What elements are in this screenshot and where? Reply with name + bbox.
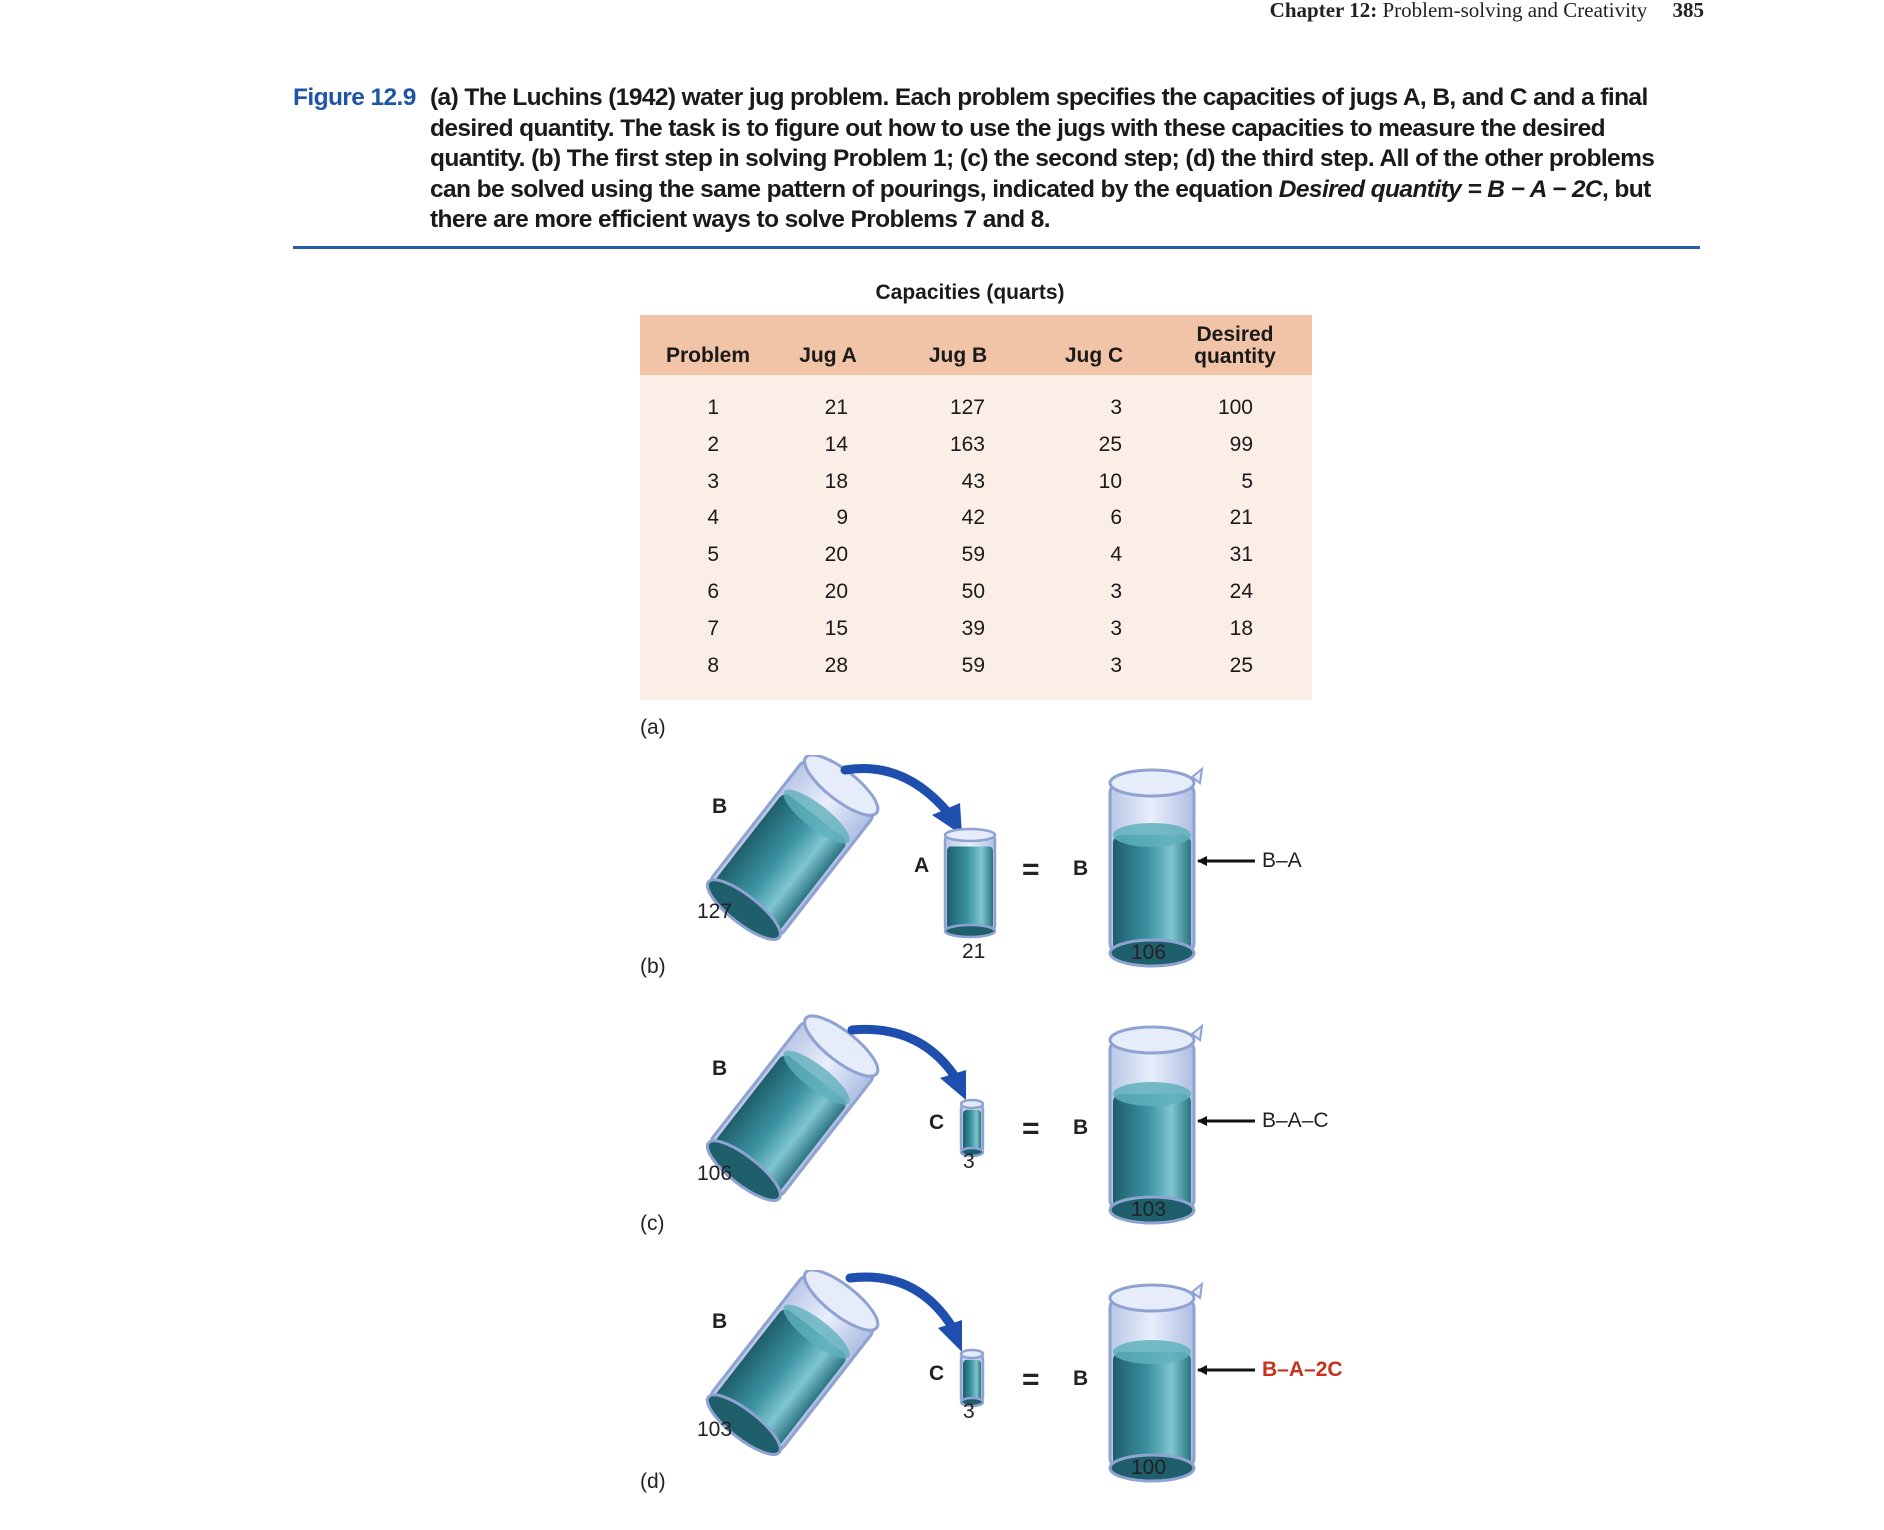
equals-sign: = [1022, 1363, 1040, 1396]
cell-desired: 5 [1241, 469, 1253, 493]
result-jug-b [1110, 769, 1202, 966]
cell-jug-a: 14 [824, 432, 848, 456]
cell-jug-a: 20 [824, 543, 848, 567]
small-jug-value: 21 [962, 940, 986, 963]
pour-jug-letter: B [712, 1310, 728, 1333]
small-jug-letter: C [929, 1111, 945, 1134]
table-header-row [640, 315, 1312, 375]
cell-jug-b: 127 [949, 396, 985, 419]
equals-sign: = [1022, 853, 1040, 886]
cell-problem: 1 [707, 396, 719, 419]
panel-label-a: (a) [640, 716, 666, 739]
cell-jug-a: 18 [824, 469, 848, 493]
cell-desired: 99 [1229, 432, 1253, 456]
panel-d-figure [0, 1270, 1884, 1530]
panel-c [0, 1012, 1884, 1252]
cell-problem: 4 [707, 506, 719, 530]
cell-jug-b: 163 [949, 432, 985, 456]
cell-jug-a: 9 [836, 506, 848, 530]
cell-jug-c: 3 [1110, 653, 1122, 677]
figure-label: Figure 12.9 [293, 84, 416, 111]
pour-arrow-head [938, 1320, 962, 1352]
result-jug-value: 100 [1131, 1456, 1167, 1479]
running-header [1270, 0, 1704, 23]
cell-jug-b: 59 [961, 543, 985, 567]
caption-body [430, 83, 1693, 236]
header-desired: Desired [1196, 323, 1274, 346]
panel-label: (d) [640, 1470, 666, 1493]
cell-desired: 100 [1217, 396, 1253, 419]
pour-jug-value: 103 [697, 1418, 733, 1441]
result-jug-letter: B [1073, 1367, 1089, 1390]
cell-jug-a: 15 [824, 616, 848, 640]
pour-jug-letter: B [712, 1057, 728, 1080]
small-jug-value: 3 [963, 1400, 975, 1423]
cell-jug-b: 43 [961, 469, 985, 493]
caption-text-1: (a) The Luchins (1942) water jug problem. Each problem specifies the capacities of jugs A, B, and C and a final desired quantity. The task is to figure out how to use the jugs with these capacities to measure the desired quantity. (b) The first step in solving Problem 1; (c) the second step; (d) the third step. All of the other problems can be solved using the same pattern of pourings, indicated by the equation [430, 84, 1655, 203]
panel-label: (b) [640, 955, 666, 978]
panel-b-figure [0, 755, 1884, 1015]
cell-problem: 2 [707, 432, 719, 456]
cell-desired: 25 [1229, 653, 1253, 677]
chapter-title: Problem-solving and Creativity [1382, 0, 1648, 22]
cell-jug-a: 21 [824, 396, 848, 419]
result-jug-letter: B [1073, 1116, 1089, 1139]
panel-c-figure [0, 1012, 1884, 1272]
panel-label: (c) [640, 1212, 665, 1235]
small-jug [961, 1350, 983, 1406]
cell-jug-b: 42 [961, 506, 985, 530]
caption-rule [293, 246, 1700, 249]
cell-problem: 8 [707, 653, 719, 677]
cell-jug-c: 3 [1110, 616, 1122, 640]
panel-b [0, 755, 1884, 995]
caption-text-2: , but there are more efficient ways to solve Problems 7 and 8. [430, 175, 1651, 233]
cell-problem: 5 [707, 543, 719, 567]
cell-jug-c: 3 [1110, 396, 1122, 419]
caption-equation: Desired quantity = B − A − 2C [1278, 175, 1603, 203]
small-jug-letter: C [929, 1362, 945, 1385]
cell-desired: 24 [1229, 580, 1253, 603]
result-jug-letter: B [1073, 857, 1089, 880]
cell-desired: 31 [1229, 543, 1253, 567]
header-jug-b: Jug B [928, 344, 988, 367]
cell-jug-a: 20 [824, 580, 848, 603]
pour-arrow-head [940, 1070, 966, 1100]
figure-caption [293, 83, 1693, 236]
page-number: 385 [1672, 0, 1704, 22]
cell-jug-b: 39 [961, 616, 985, 640]
cell-jug-b: 59 [961, 653, 985, 677]
cell-problem: 3 [707, 469, 719, 493]
pour-jug-letter: B [712, 795, 728, 818]
cell-problem: 6 [707, 580, 719, 603]
result-jug-b [1110, 1284, 1202, 1481]
small-jug [945, 829, 995, 937]
result-jug-value: 106 [1131, 941, 1167, 964]
cell-jug-c: 3 [1110, 580, 1122, 603]
table-title: Capacities (quarts) [875, 281, 1065, 304]
cell-jug-c: 4 [1110, 543, 1122, 567]
result-label: B–A–C [1262, 1109, 1329, 1132]
cell-jug-c: 10 [1098, 469, 1122, 493]
small-jug [961, 1100, 983, 1156]
header-jug-a: Jug A [799, 344, 857, 367]
chapter-number: Chapter 12: [1269, 0, 1378, 22]
pour-jug-value: 106 [697, 1162, 733, 1185]
cell-desired: 18 [1229, 616, 1253, 640]
cell-jug-a: 28 [824, 653, 848, 677]
cell-jug-c: 25 [1098, 432, 1122, 456]
header-quantity: quantity [1194, 345, 1276, 368]
result-label: B–A–2C [1262, 1358, 1343, 1381]
cell-jug-c: 6 [1110, 506, 1122, 530]
header-jug-c: Jug C [1064, 344, 1124, 367]
cell-jug-b: 50 [961, 580, 985, 603]
pour-jug-value: 127 [697, 900, 733, 923]
cell-problem: 7 [707, 616, 719, 640]
result-label: B–A [1262, 849, 1302, 872]
panel-d [0, 1270, 1884, 1497]
equals-sign: = [1022, 1112, 1040, 1145]
header-problem: Problem [665, 344, 751, 367]
result-jug-value: 103 [1131, 1198, 1167, 1221]
result-jug-b [1110, 1026, 1202, 1223]
small-jug-value: 3 [963, 1150, 975, 1173]
cell-desired: 21 [1229, 506, 1253, 530]
small-jug-letter: A [914, 854, 930, 877]
